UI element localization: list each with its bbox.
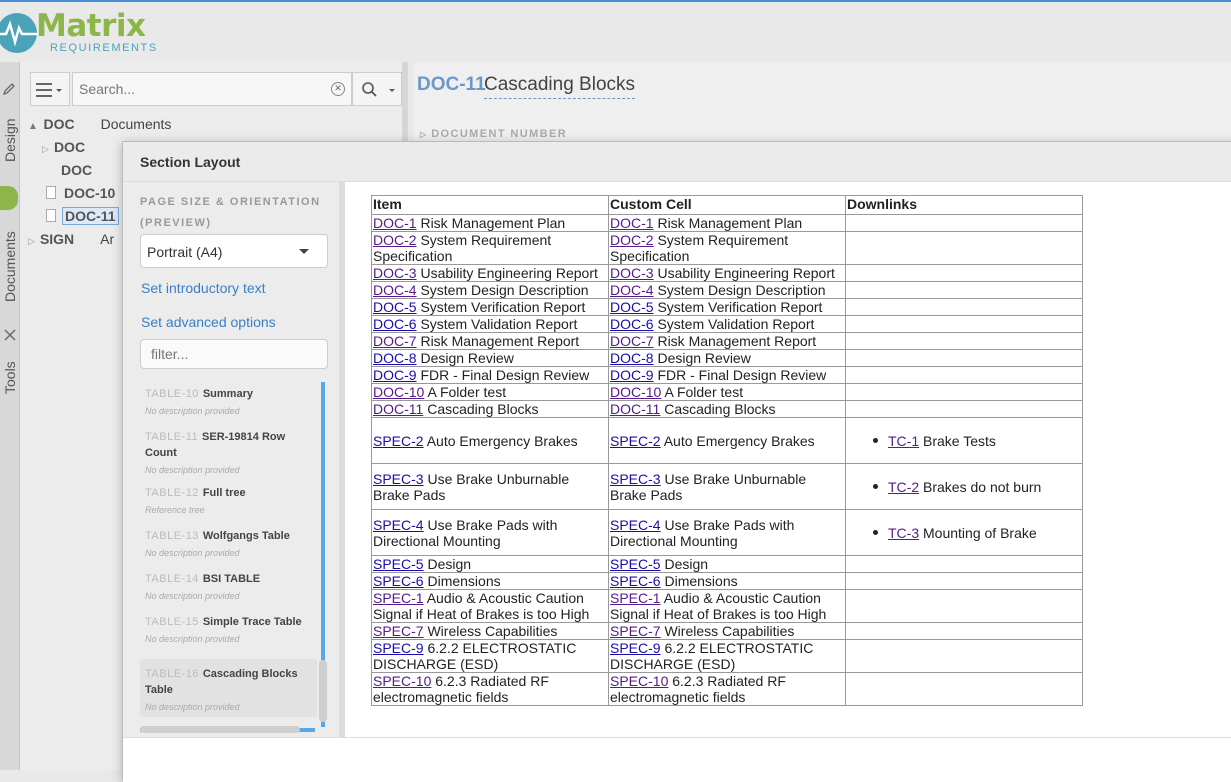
bullet-icon	[873, 530, 878, 535]
search-box	[72, 72, 352, 106]
tree-item-doc-10[interactable]: DOC-10	[46, 185, 115, 207]
cell-item	[372, 215, 609, 232]
cell-custom	[609, 673, 846, 706]
item-title: Use Brake Unburnable Brake Pads	[610, 470, 807, 503]
item-title: 6.2.3 Radiated RF electromagnetic fields	[610, 673, 786, 705]
cell-item	[372, 316, 609, 333]
item-link[interactable]: DOC-3	[610, 265, 654, 281]
item-title: Dimensions	[664, 573, 738, 589]
item-link[interactable]: DOC-7	[373, 333, 417, 349]
item-title: A Folder test	[427, 384, 507, 400]
table-filter	[140, 339, 328, 369]
search-button[interactable]	[352, 72, 402, 106]
bullet-icon	[873, 484, 878, 489]
item-title: System Requirement Specification	[373, 232, 552, 264]
item-link[interactable]: SPEC-4	[610, 516, 661, 533]
table-row	[372, 510, 1083, 556]
item-title: Risk Management Report	[657, 333, 817, 349]
item-link[interactable]: SPEC-4	[373, 516, 424, 533]
downlink-link[interactable]: TC-2	[888, 478, 920, 495]
tree-item-sign[interactable]: ▷ SIGN Ar	[28, 231, 115, 247]
table-row	[372, 590, 1083, 623]
list-item[interactable]: TABLE-12 Full tree Reference tree	[145, 487, 246, 515]
cell-custom	[609, 265, 846, 282]
section-heading-document-number[interactable]: ▷ DOCUMENT NUMBER	[420, 128, 568, 140]
cell-item	[372, 350, 609, 367]
table-row	[372, 367, 1083, 384]
table-row	[372, 333, 1083, 350]
cell-custom	[609, 232, 846, 265]
cell-downlinks	[846, 556, 1083, 573]
item-link[interactable]: SPEC-5	[610, 556, 661, 572]
cell-item	[372, 384, 609, 401]
cell-downlinks	[846, 673, 1083, 706]
item-title: Usability Engineering Report	[657, 265, 835, 281]
cell-downlinks	[846, 316, 1083, 333]
cell-custom	[609, 299, 846, 316]
layout-options-panel	[123, 182, 345, 737]
tab-design-label: Design	[2, 118, 18, 162]
item-title: System Validation Report	[420, 316, 578, 332]
cell-item	[372, 623, 609, 640]
cell-downlinks	[846, 640, 1083, 673]
cell-item	[372, 367, 609, 384]
logo-mark-icon	[0, 10, 40, 56]
cell-downlinks	[846, 232, 1083, 265]
item-link[interactable]: DOC-5	[610, 299, 654, 315]
cell-downlinks	[846, 333, 1083, 350]
tree-item-doc-folder[interactable]: ▷ DOC	[42, 139, 86, 155]
cell-custom	[609, 350, 846, 367]
dialog-title-bar	[123, 142, 1231, 182]
column-header-custom-cell: Custom Cell	[609, 196, 846, 215]
list-item[interactable]: TABLE-10 Summary No description provided	[145, 388, 253, 416]
cell-custom	[609, 316, 846, 333]
cell-custom	[609, 401, 846, 418]
cell-item	[372, 299, 609, 316]
table-row	[372, 299, 1083, 316]
collapsed-icon: ▷	[420, 130, 432, 139]
cell-downlinks	[846, 510, 1083, 556]
item-title: Audio & Acoustic Caution Signal if Heat of Brakes is too High	[610, 590, 827, 622]
tab-design[interactable]	[0, 82, 20, 162]
tab-tools[interactable]	[0, 328, 20, 398]
item-title: Usability Engineering Report	[420, 265, 598, 281]
cell-downlinks	[846, 573, 1083, 590]
cell-downlinks	[846, 350, 1083, 367]
item-link[interactable]: DOC-1	[373, 215, 417, 231]
item-link[interactable]: DOC-11	[610, 401, 661, 417]
cell-custom	[609, 384, 846, 401]
item-link[interactable]: SPEC-7	[610, 623, 661, 639]
item-link[interactable]: DOC-10	[610, 384, 662, 400]
cell-downlinks	[846, 367, 1083, 384]
item-link[interactable]: DOC-10	[373, 384, 425, 400]
cell-item	[372, 401, 609, 418]
downlink-link[interactable]: TC-1	[888, 432, 920, 449]
cell-item	[372, 333, 609, 350]
cell-item	[372, 418, 609, 464]
document-icon	[46, 209, 56, 222]
tree-item-doc-folder[interactable]: DOC	[61, 162, 93, 178]
downlink-title: Brakes do not burn	[923, 478, 1042, 495]
tree-item-doc[interactable]: ▲ DOC Documents	[28, 116, 172, 132]
logo-word: Matrix	[36, 8, 146, 44]
item-title: Design	[664, 556, 709, 572]
tree-menu-button[interactable]	[30, 72, 70, 106]
item-link[interactable]: SPEC-9	[610, 640, 661, 656]
downlink-title: Mounting of Brake	[923, 524, 1037, 541]
search-input[interactable]	[73, 73, 323, 105]
cell-downlinks	[846, 265, 1083, 282]
item-link[interactable]: DOC-2	[373, 232, 417, 248]
downlink-item	[847, 479, 1081, 495]
item-title: Use Brake Pads with Directional Mounting	[373, 516, 558, 549]
item-title: Auto Emergency Brakes	[426, 432, 578, 449]
hamburger-icon	[36, 82, 66, 98]
list-item[interactable]: TABLE-11 SER-19814 Row Count No description provided	[145, 431, 286, 475]
item-title: Wireless Capabilities	[427, 623, 558, 639]
item-link[interactable]: SPEC-3	[373, 470, 424, 487]
cell-custom	[609, 215, 846, 232]
item-link[interactable]: SPEC-3	[610, 470, 661, 487]
page-size-heading: PAGE SIZE & ORIENTATION (PREVIEW)	[140, 196, 321, 229]
item-title: 6.2.2 ELECTROSTATIC DISCHARGE (ESD)	[373, 640, 577, 672]
item-title: System Design Description	[657, 282, 826, 298]
item-title: Design	[427, 556, 472, 572]
table-row	[372, 265, 1083, 282]
downlink-link[interactable]: TC-3	[888, 524, 920, 541]
section-layout-dialog	[122, 141, 1231, 781]
table-row	[372, 350, 1083, 367]
cell-item	[372, 556, 609, 573]
cell-custom	[609, 623, 846, 640]
table-row	[372, 401, 1083, 418]
tab-documents[interactable]	[0, 186, 20, 306]
chevron-down-icon	[299, 249, 309, 254]
item-link[interactable]: SPEC-5	[373, 556, 424, 572]
document-header	[414, 62, 1231, 142]
cell-custom	[609, 367, 846, 384]
column-header-downlinks: Downlinks	[846, 196, 1083, 215]
collapsed-icon: ▷	[28, 236, 40, 246]
cell-downlinks	[846, 623, 1083, 640]
item-link[interactable]: DOC-8	[610, 350, 654, 366]
set-introductory-text-link[interactable]: Set introductory text	[141, 280, 266, 296]
tree-item-doc-11[interactable]: DOC-11	[46, 208, 119, 230]
item-link[interactable]: SPEC-7	[373, 623, 424, 639]
table-row	[372, 640, 1083, 673]
table-row	[372, 573, 1083, 590]
item-link[interactable]: DOC-3	[373, 265, 417, 281]
document-id: DOC-11	[417, 74, 486, 95]
column-header-item: Item	[372, 196, 609, 215]
downlink-item	[847, 525, 1081, 541]
item-title: Cascading Blocks	[664, 401, 776, 417]
item-link[interactable]: DOC-2	[610, 232, 654, 248]
search-icon	[361, 81, 397, 99]
item-title: System Design Description	[420, 282, 589, 298]
bullet-icon	[873, 438, 878, 443]
cell-downlinks	[846, 401, 1083, 418]
item-title: A Folder test	[664, 384, 744, 400]
cell-custom	[609, 510, 846, 556]
table-row	[372, 316, 1083, 333]
item-link[interactable]: DOC-4	[610, 282, 654, 298]
item-link[interactable]: DOC-9	[610, 367, 654, 383]
item-title: Use Brake Unburnable Brake Pads	[373, 470, 570, 503]
item-link[interactable]: DOC-4	[373, 282, 417, 298]
tab-documents-label: Documents	[2, 231, 18, 302]
item-title: Design Review	[657, 350, 751, 366]
documents-icon	[0, 186, 18, 210]
cell-custom	[609, 573, 846, 590]
logo-subtitle: REQUIREMENTS	[50, 42, 158, 54]
document-icon	[46, 186, 56, 199]
item-title: FDR - Final Design Review	[420, 367, 590, 383]
item-link[interactable]: DOC-7	[610, 333, 654, 349]
item-link[interactable]: DOC-6	[610, 316, 654, 332]
item-link[interactable]: SPEC-1	[373, 590, 424, 606]
item-link[interactable]: SPEC-2	[373, 432, 424, 449]
expanded-icon: ▲	[28, 121, 44, 132]
cell-custom	[609, 640, 846, 673]
table-row	[372, 464, 1083, 510]
item-title: Use Brake Pads with Directional Mounting	[610, 516, 795, 549]
vertical-tab-bar	[0, 62, 20, 770]
cell-item	[372, 590, 609, 623]
item-title: System Requirement Specification	[610, 232, 789, 264]
set-advanced-options-link[interactable]: Set advanced options	[141, 314, 276, 330]
item-title: FDR - Final Design Review	[657, 367, 827, 383]
item-title: Risk Management Plan	[420, 215, 566, 231]
item-title: System Verification Report	[657, 299, 823, 315]
downlink-item	[847, 433, 1081, 449]
downlink-title: Brake Tests	[923, 432, 996, 449]
item-title: System Verification Report	[420, 299, 586, 315]
list-item-selected[interactable]: TABLE-16 Cascading Blocks Table No description provided	[140, 659, 317, 717]
page-size-select[interactable]	[140, 234, 328, 268]
table-row	[372, 418, 1083, 464]
cell-downlinks	[846, 282, 1083, 299]
item-link[interactable]: SPEC-9	[373, 640, 424, 656]
tab-tools-label: Tools	[2, 361, 18, 394]
document-title[interactable]: Cascading Blocks	[484, 74, 635, 99]
table-row	[372, 673, 1083, 706]
table-preview	[351, 182, 1231, 734]
tree-toolbar	[30, 72, 402, 106]
item-title: Risk Management Plan	[657, 215, 803, 231]
preview-table	[371, 195, 1083, 706]
cell-downlinks	[846, 464, 1083, 510]
item-title: Dimensions	[427, 573, 501, 589]
item-title: System Validation Report	[657, 316, 815, 332]
cell-item	[372, 673, 609, 706]
cell-item	[372, 282, 609, 299]
item-link[interactable]: SPEC-6	[373, 573, 424, 589]
table-row	[372, 623, 1083, 640]
item-title: Audio & Acoustic Caution Signal if Heat of Brakes is too High	[373, 590, 590, 622]
cell-downlinks	[846, 299, 1083, 316]
cell-downlinks	[846, 590, 1083, 623]
top-accent-line	[0, 0, 1231, 2]
cell-custom	[609, 464, 846, 510]
table-row	[372, 215, 1083, 232]
cell-item	[372, 232, 609, 265]
app-logo[interactable]	[0, 6, 170, 58]
list-item[interactable]: TABLE-15 Simple Trace Table No description provided	[145, 616, 302, 644]
item-link[interactable]: SPEC-6	[610, 573, 661, 589]
cell-item	[372, 573, 609, 590]
cell-custom	[609, 556, 846, 573]
cell-item	[372, 640, 609, 673]
dialog-title: Section Layout	[140, 154, 241, 170]
cell-item	[372, 265, 609, 282]
cell-custom	[609, 333, 846, 350]
list-item[interactable]: TABLE-13 Wolfgangs Table No description provided	[145, 530, 290, 558]
table-row	[372, 282, 1083, 299]
item-title: Design Review	[420, 350, 514, 366]
item-title: 6.2.2 ELECTROSTATIC DISCHARGE (ESD)	[610, 640, 814, 672]
cell-custom	[609, 282, 846, 299]
list-scrollbar-thumb[interactable]	[319, 660, 327, 722]
cell-downlinks	[846, 384, 1083, 401]
preview-table-body	[372, 215, 1083, 706]
item-title: 6.2.3 Radiated RF electromagnetic fields	[373, 673, 549, 705]
table-row	[372, 384, 1083, 401]
cell-downlinks	[846, 418, 1083, 464]
item-link[interactable]: DOC-8	[373, 350, 417, 366]
item-title: Cascading Blocks	[427, 401, 539, 417]
table-row	[372, 556, 1083, 573]
list-hscrollbar-thumb[interactable]	[140, 726, 300, 733]
item-link[interactable]: SPEC-10	[373, 673, 432, 689]
item-title: Auto Emergency Brakes	[663, 432, 815, 449]
item-link[interactable]: DOC-9	[373, 367, 417, 383]
clear-search-icon[interactable]: ✕	[331, 82, 345, 96]
item-link[interactable]: DOC-6	[373, 316, 417, 332]
cell-item	[372, 510, 609, 556]
cell-custom	[609, 418, 846, 464]
table-list	[140, 379, 323, 719]
cell-downlinks	[846, 215, 1083, 232]
item-title: Risk Management Report	[420, 333, 580, 349]
list-item[interactable]: TABLE-14 BSI TABLE No description provided	[145, 573, 261, 601]
cell-custom	[609, 590, 846, 623]
pencil-icon	[2, 82, 16, 96]
item-link[interactable]: DOC-1	[610, 215, 654, 231]
item-link[interactable]: SPEC-10	[610, 673, 669, 689]
table-row	[372, 232, 1083, 265]
filter-input[interactable]	[141, 340, 327, 368]
collapsed-icon: ▷	[42, 144, 54, 154]
item-link[interactable]: DOC-11	[373, 401, 424, 417]
cell-item	[372, 464, 609, 510]
table-header-row	[372, 196, 1083, 215]
item-link[interactable]: DOC-5	[373, 299, 417, 315]
dialog-footer	[123, 737, 1231, 782]
item-link[interactable]: SPEC-2	[610, 432, 661, 449]
item-link[interactable]: SPEC-1	[610, 590, 661, 606]
page-size-value: Portrait (A4)	[147, 244, 223, 260]
item-title: Wireless Capabilities	[664, 623, 795, 639]
tools-icon	[3, 328, 17, 342]
